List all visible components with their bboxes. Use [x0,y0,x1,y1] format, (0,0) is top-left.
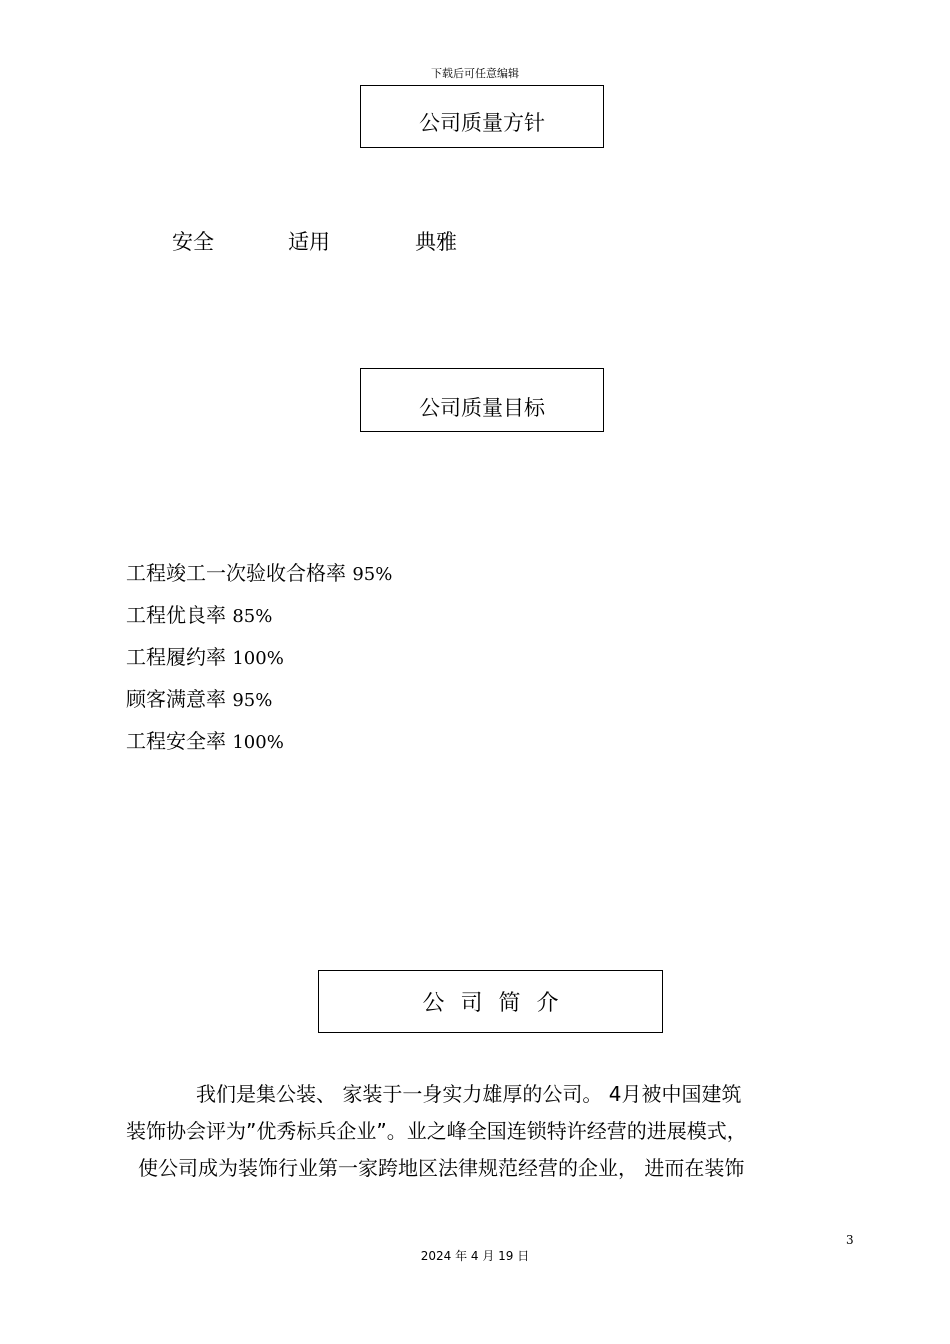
goal-value: 95% [352,564,393,585]
goal-item [126,726,392,768]
policy-item-safety: 安全 [172,230,214,254]
goal-value: 85% [232,606,273,627]
goal-item [126,600,392,642]
quality-policy-title-box [360,85,604,148]
footer-date: 2024 年 4 月 19 日 [420,1249,530,1263]
goal-value: 95% [232,690,273,711]
quality-goals-title-box [360,368,604,432]
quality-policy-title: 公司质量方针 [419,110,545,135]
goal-label: 工程履约率 [126,645,226,669]
goal-label: 工程优良率 [126,603,226,627]
policy-item-practical: 适用 [288,230,330,254]
goal-value: 100% [232,732,284,753]
intro-line: 装饰协会评为”优秀标兵企业”。业之峰全国连锁特许经营的进展模式， [126,1119,747,1143]
quality-goals-title: 公司质量目标 [419,396,545,420]
intro-line: 我们是集公装、 家装于一身实力雄厚的公司。 4月被中国建筑 [196,1082,742,1106]
goal-item [126,684,392,726]
goal-label: 工程安全率 [126,729,226,753]
intro-line: 使公司成为装饰行业第一家跨地区法律规范经营的企业， 进而在装饰 [138,1156,745,1180]
company-intro-paragraph [126,1076,866,1187]
goal-label: 顾客满意率 [126,687,226,711]
header-note: 下载后可任意编辑 [431,67,519,80]
goal-item [126,558,392,600]
page-number: 3 [846,1233,854,1247]
company-intro-title: 公司简介 [422,991,575,1016]
policy-item-elegant: 典雅 [415,230,457,254]
goal-label: 工程竣工一次验收合格率 [126,561,346,585]
goal-value: 100% [232,648,284,669]
goal-item [126,642,392,684]
company-intro-title-box [318,970,663,1033]
quality-goals-list [126,558,392,768]
